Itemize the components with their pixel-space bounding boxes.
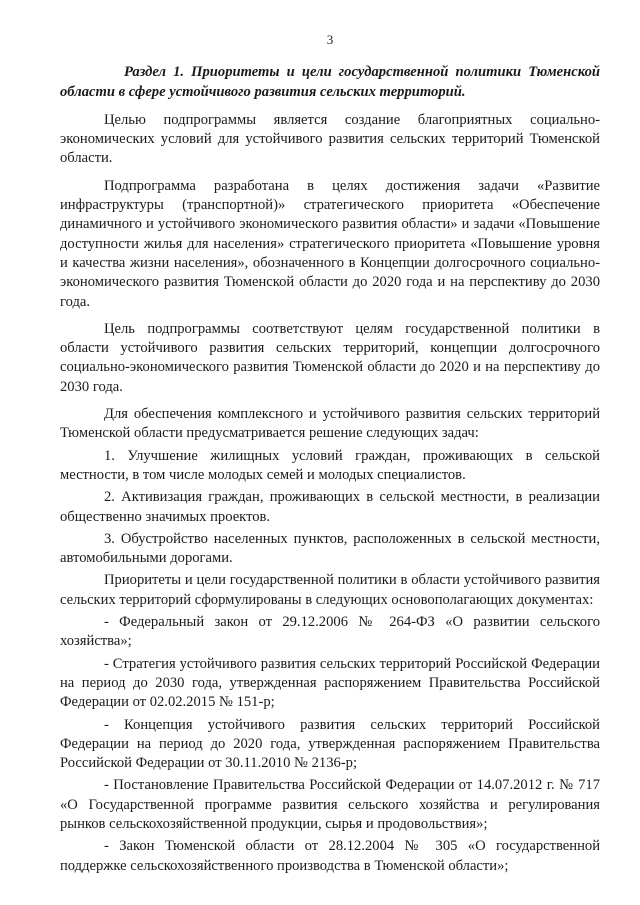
document-item-strategy: - Стратегия устойчивого развития сельских территорий Российской Федерации на период до 2030 года, утвержденная распоряжением Правительства Российской Федерации от 02.02.2015 № 151-р; [60, 655, 600, 711]
section-title: Раздел 1. Приоритеты и цели государственной политики Тюменской области в сфере устойчивого развития сельских территорий. [60, 64, 600, 100]
document-item-government-decree: - Постановление Правительства Российской Федерации от 14.07.2012 г. № 717 «О Государственной программе развития сельского хозяйства и регулирования рынков сельскохозяйственной продукции, сырья и продовольствия»; [60, 777, 600, 832]
page-number: 3 [326, 32, 334, 47]
task-item-3: 3. Обустройство населенных пунктов, расположенных в сельской местности, автомобильными дорогами. [60, 530, 600, 567]
document-item-regional-law: - Закон Тюменской области от 28.12.2004 № 305 «О государственной поддержке сельскохозяйственного производства в Тюменской области»; [60, 838, 600, 874]
paragraph-development-basis: Подпрограмма разработана в целях достижения задачи «Развитие инфраструктуры (транспортной)» стратегического приоритета «Обеспечение динамичного и устойчивого экономического развития области» и задачи «Повышение доступности жилья для населения» стратегического приоритета «Повышение уровня и качества жизни населения», обозначенного в Концепции долгосрочного социально-экономического развития Тюменской области до 2020 года и на перспективу до 2030 года. [60, 177, 600, 310]
task-item-2: 2. Активизация граждан, проживающих в сельской местности, в реализации общественно значимых проектов. [60, 489, 600, 525]
document-item-federal-law: - Федеральный закон от 29.12.2006 № 264-ФЗ «О развитии сельского хозяйства»; [60, 614, 600, 650]
paragraph-goal-compliance: Цель подпрограммы соответствуют целям государственной политики в области устойчивого развития сельских территорий, концепции долгосрочного социально-экономического развития Тюменской области до 2020 и на перспективу до 2030 года. [60, 320, 600, 395]
paragraph-goal: Целью подпрограммы является создание благоприятных социально-экономических условий для устойчивого развития сельских территорий Тюменской области. [60, 111, 600, 167]
paragraph-documents-intro: Приоритеты и цели государственной политики в области устойчивого развития сельских территорий сформулированы в следующих основополагающих документах: [60, 572, 600, 608]
task-item-1: 1. Улучшение жилищных условий граждан, проживающих в сельской местности, в том числе молодых семей и молодых специалистов. [60, 447, 600, 483]
document-item-concept: - Концепция устойчивого развития сельских территорий Российской Федерации на период до 2020 года, утвержденная распоряжением Правительства Российской Федерации от 30.11.2010 № 2136-р; [60, 716, 600, 772]
paragraph-tasks-intro: Для обеспечения комплексного и устойчивого развития сельских территорий Тюменской области предусматривается решение следующих задач: [60, 406, 600, 442]
